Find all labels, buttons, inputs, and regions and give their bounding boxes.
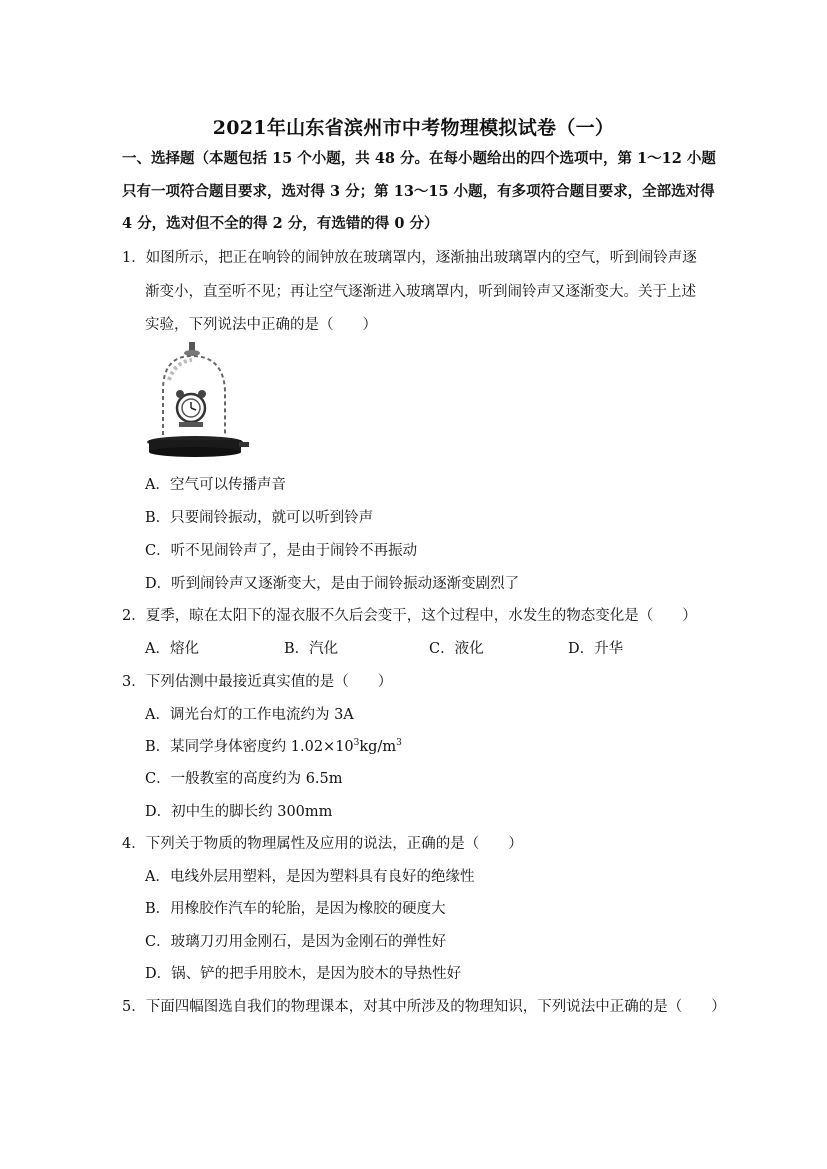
exam-title: 2021年山东省滨州市中考物理模拟试卷（一）	[212, 117, 615, 139]
unit-exponent: 3	[396, 738, 402, 749]
question-2-option-d: D．升华	[568, 641, 624, 657]
question-1-option-d: D．听到闹铃声又逐渐变大，是由于闹铃振动逐渐变剧烈了	[145, 576, 520, 592]
question-4-option-c: C．玻璃刀刃用金刚石，是因为金刚石的弹性好	[145, 934, 447, 950]
question-2-option-c: C．液化	[429, 641, 484, 657]
question-2-option-b: B．汽化	[284, 641, 339, 657]
question-3-option-c: C．一般教室的高度约为 6.5m	[145, 771, 343, 787]
section-instructions-line-1: 一、选择题（本题包括 15 个小题，共 48 分。在每小题给出的四个选项中，第 1～12 小题	[122, 150, 716, 167]
question-4-option-d: D．锅、铲的把手用胶木，是因为胶木的导热性好	[145, 966, 462, 982]
density-unit: kg/m	[359, 739, 397, 755]
question-4-stem: 4．下列关于物质的物理属性及应用的说法，正确的是（ ）	[122, 836, 523, 852]
question-1-stem-line-1: 1．如图所示，把正在响铃的闹钟放在玻璃罩内，逐渐抽出玻璃罩内的空气，听到闹铃声逐	[122, 250, 697, 266]
section-instructions-line-3: 4 分，选对但不全的得 2 分，有选错的得 0 分）	[122, 215, 439, 232]
bell-jar-alarm-clock-figure	[145, 340, 255, 465]
question-1-stem-line-2: 渐变小，直至听不见；再让空气逐渐进入玻璃罩内，听到闹铃声又逐渐变大。关于上述	[145, 284, 696, 300]
question-1-option-c: C．听不见闹铃声了，是由于闹铃不再振动	[145, 543, 418, 559]
question-3-option-d: D．初中生的脚长约 300mm	[145, 804, 333, 820]
question-1-stem-line-3: 实验，下列说法中正确的是（ ）	[145, 317, 377, 333]
question-1-option-a: A．空气可以传播声音	[145, 477, 286, 493]
section-instructions-line-2: 只有一项符合题目要求，选对得 3 分；第 13～15 小题，有多项符合题目要求，全部选对得	[122, 183, 715, 200]
question-5-stem: 5．下面四幅图选自我们的物理课本，对其中所涉及的物理知识，下列说法中正确的是（ ）	[122, 999, 726, 1015]
question-4-option-a: A．电线外层用塑料，是因为塑料具有良好的绝缘性	[145, 869, 475, 885]
question-2-stem: 2．夏季，晾在太阳下的湿衣服不久后会变干，这个过程中，水发生的物态变化是（ ）	[122, 608, 697, 624]
question-3-option-a: A．调光台灯的工作电流约为 3A	[145, 707, 354, 723]
exponent: 3	[353, 738, 360, 749]
question-4-option-b: B．用橡胶作汽车的轮胎，是因为橡胶的硬度大	[145, 901, 446, 917]
option-b-prefix: B．某同学身体密度约 1.02×10	[145, 739, 354, 755]
question-2-option-a: A．熔化	[145, 641, 199, 657]
question-3-stem: 3．下列估测中最接近真实值的是（ ）	[122, 674, 393, 690]
question-1-option-b: B．只要闹铃振动，就可以听到铃声	[145, 510, 374, 526]
question-3-option-b	[145, 737, 402, 757]
